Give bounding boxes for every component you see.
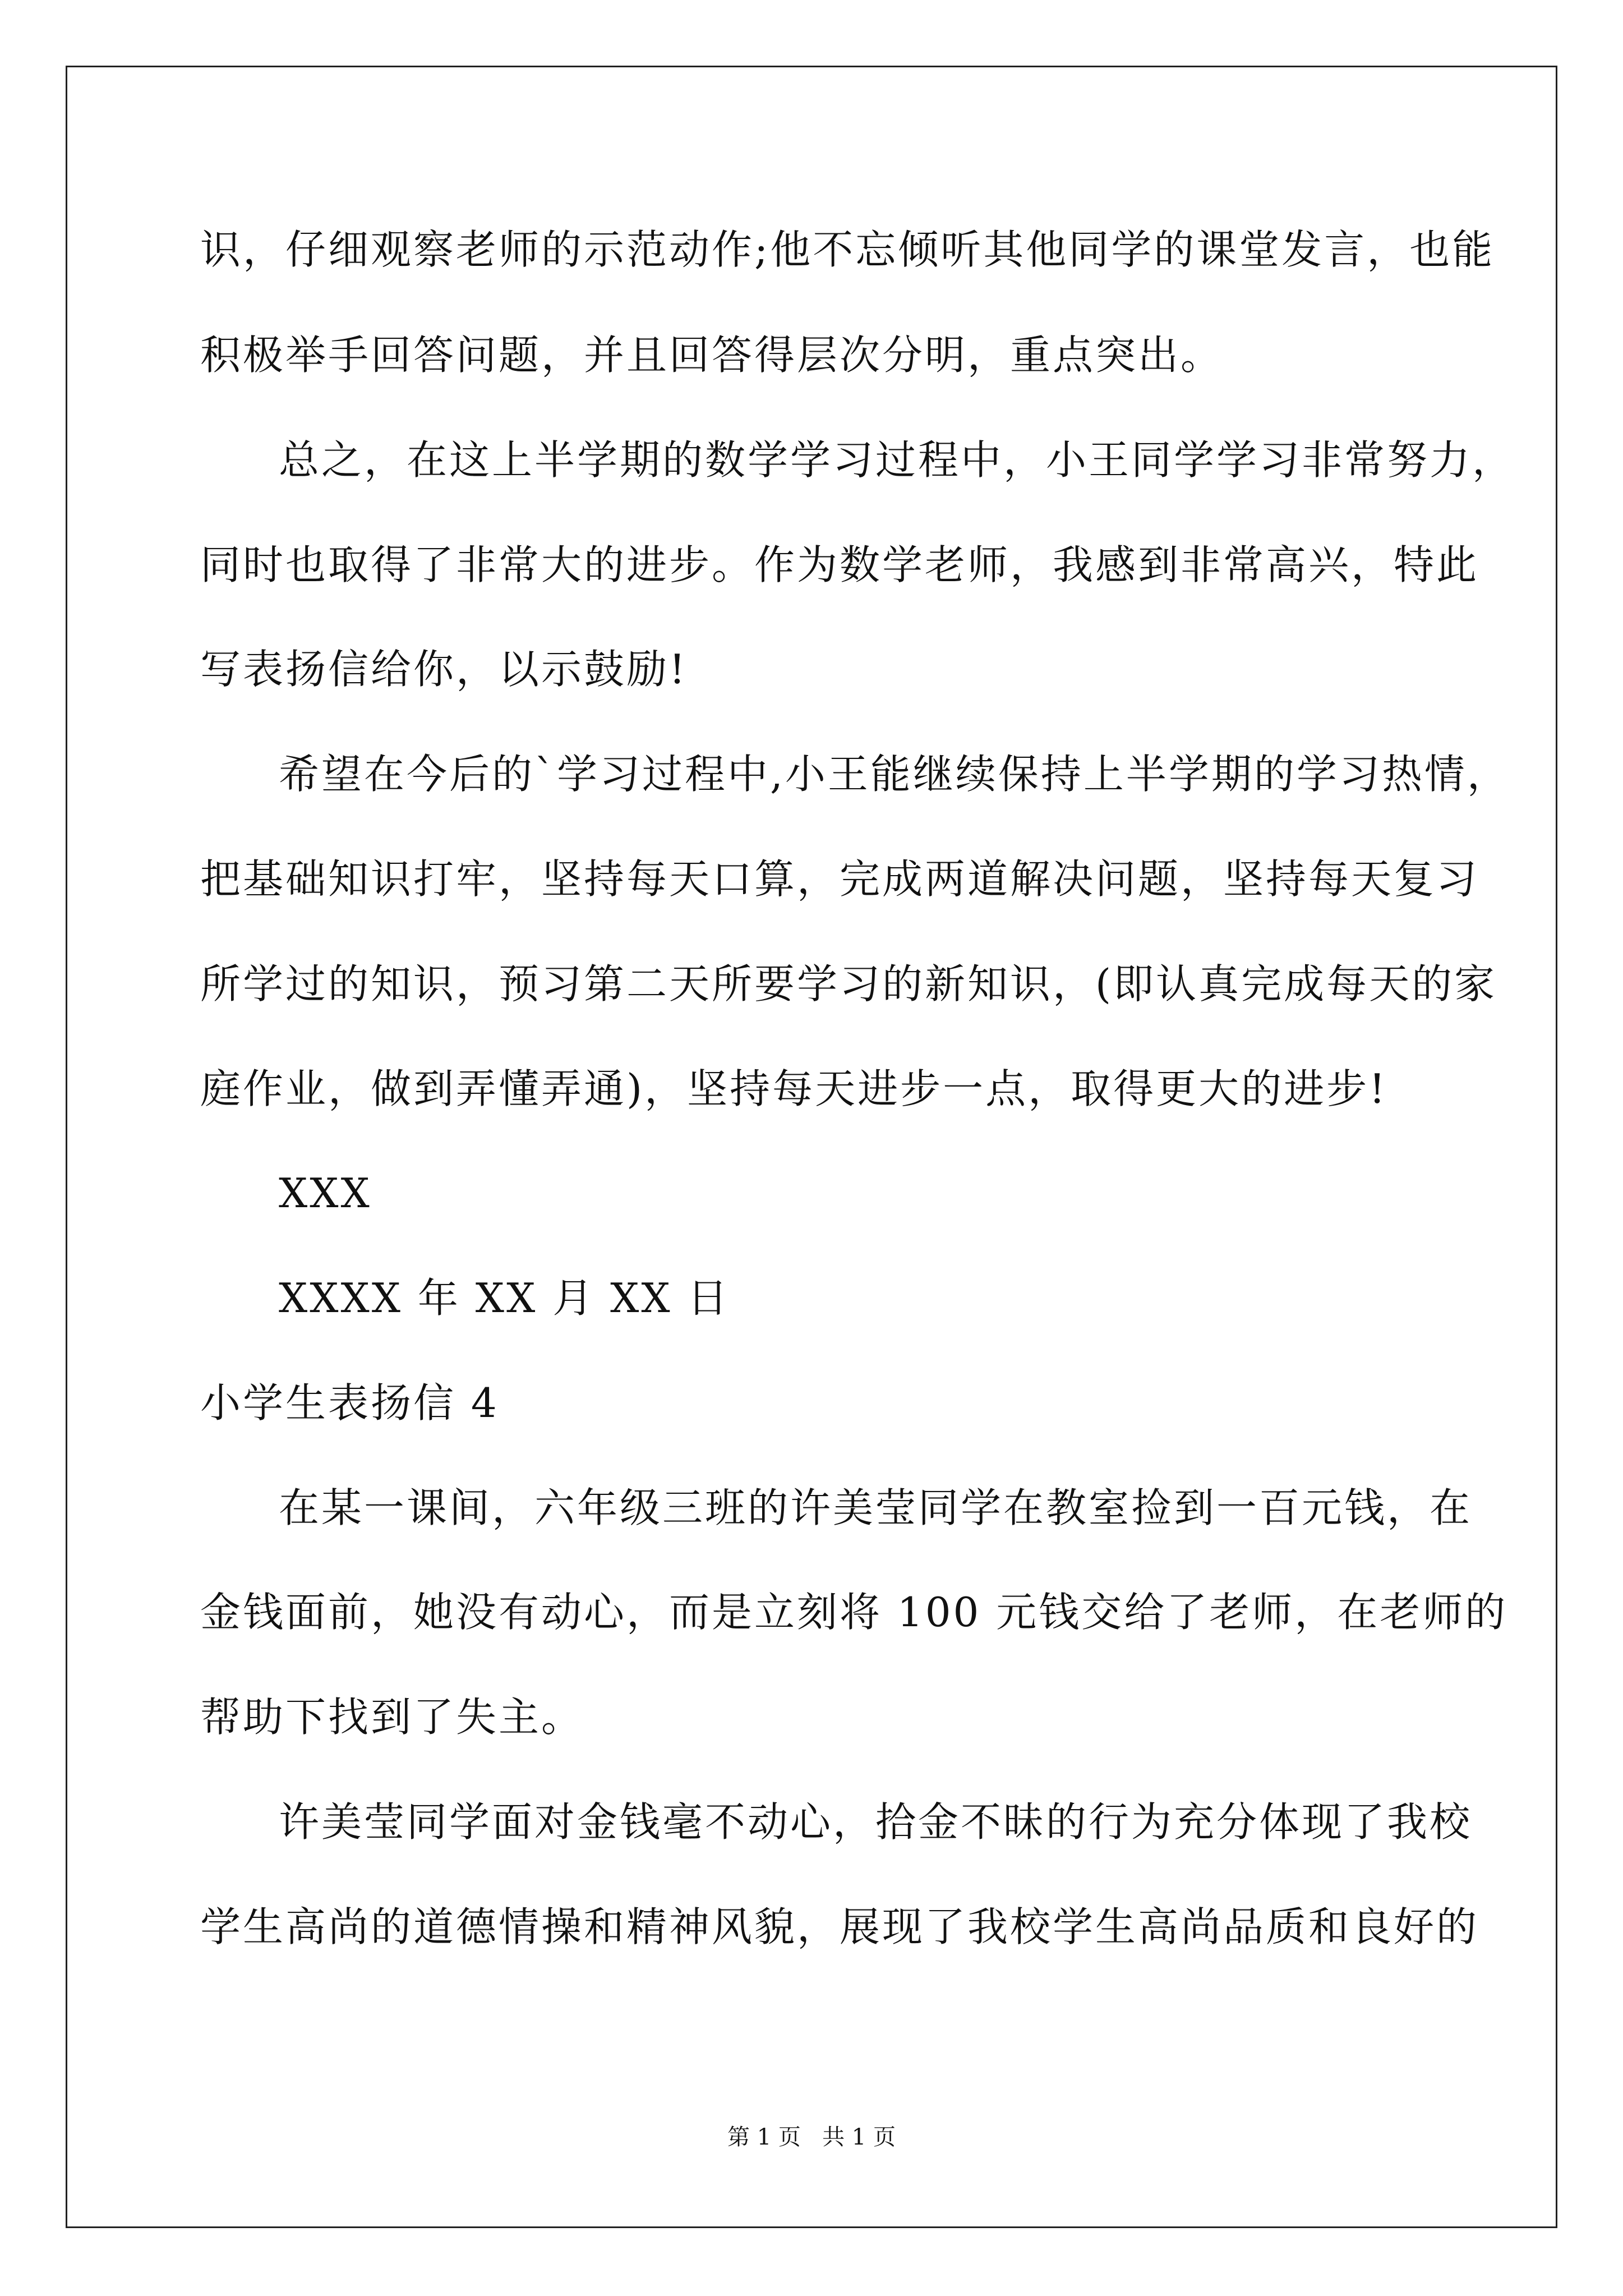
text-line-16: 许美莹同学面对金钱毫不动心，拾金不昧的行为充分体现了我校: [279, 1798, 1473, 1846]
text-line-17: 学生高尚的道德情操和精神风貌，展现了我校学生高尚品质和良好的: [200, 1903, 1479, 1950]
signature-name: XXX: [279, 1170, 372, 1217]
text-line-4: 同时也取得了非常大的进步。作为数学老师，我感到非常高兴，特此: [200, 541, 1479, 588]
text-line-5: 写表扬信给你，以示鼓励!: [200, 646, 688, 693]
text-line-9: 庭作业，做到弄懂弄通)，坚持每天进步一点，取得更大的进步!: [200, 1065, 1388, 1112]
text-line-2: 积极举手回答问题，并且回答得层次分明，重点突出。: [200, 332, 1224, 379]
text-line-15: 帮助下找到了失主。: [200, 1694, 584, 1741]
text-line-3: 总之，在这上半学期的数学学习过程中，小王同学学习非常努力，: [279, 436, 1515, 484]
text-line-8: 所学过的知识，预习第二天所要学习的新知识，(即认真完成每天的家: [200, 960, 1497, 1007]
text-line-13: 在某一课间，六年级三班的许美莹同学在教室捡到一百元钱，在: [279, 1484, 1473, 1531]
text-line-6: 希望在今后的`学习过程中,小王能继续保持上半学期的学习热情，: [279, 751, 1510, 798]
text-line-14: 金钱面前，她没有动心，而是立刻将 100 元钱交给了老师，在老师的: [200, 1589, 1508, 1636]
page-footer: 第 1 页 共 1 页: [727, 2124, 896, 2150]
signature-date: XXXX 年 XX 月 XX 日: [279, 1274, 730, 1322]
text-line-1: 识，仔细观察老师的示范动作;他不忘倾听其他同学的课堂发言，也能: [200, 226, 1495, 273]
section-heading: 小学生表扬信 4: [200, 1379, 499, 1427]
text-line-7: 把基础知识打牢，坚持每天口算，完成两道解决问题，坚持每天复习: [200, 855, 1479, 903]
